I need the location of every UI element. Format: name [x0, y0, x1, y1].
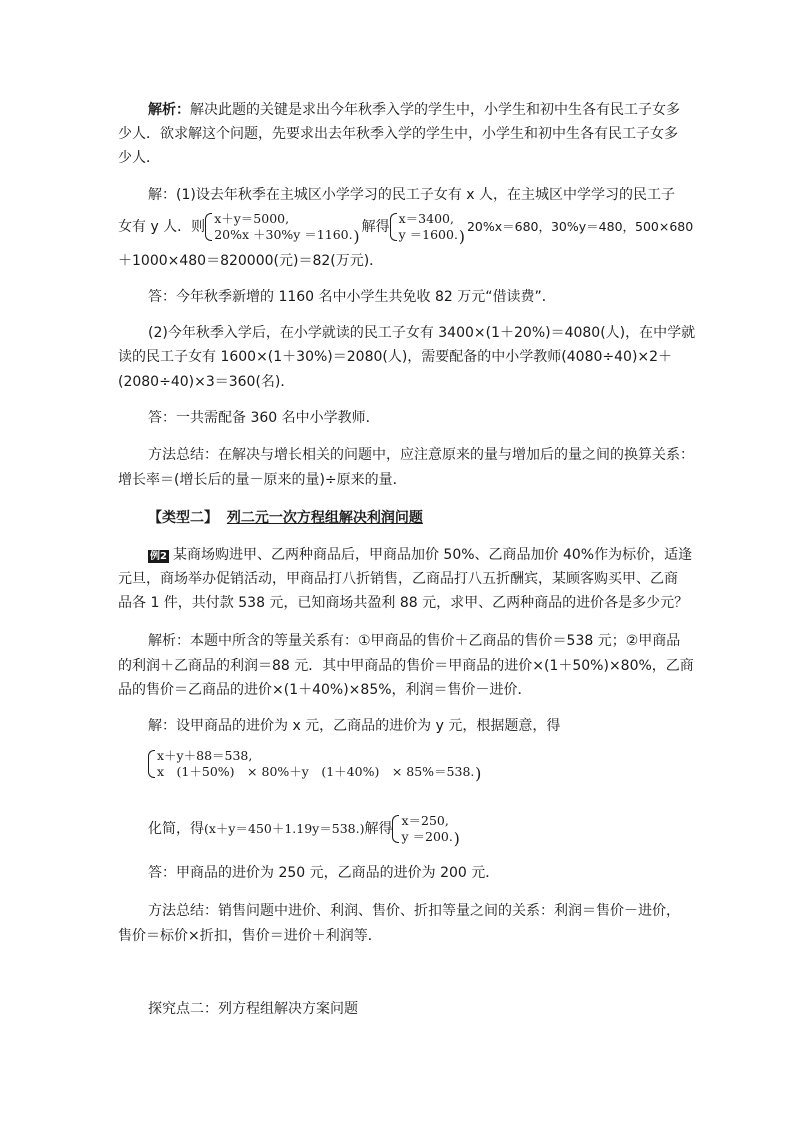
type-2-heading: 【类型二】 列二元一次方程组解决利润问题 [148, 510, 423, 526]
solution-1-line-1: 解：(1)设去年秋季在主城区小学学习的民工子女有 x 人，在主城区中学学习的民工子 [148, 187, 676, 203]
example-2-line-1: 例2 某商场购进甲、乙两种商品后，甲商品加价 50%、乙商品加价 40%作为标价，适逢 [150, 547, 693, 563]
method-summary-1-line-1: 方法总结：在解决与增长相关的问题中，应注意原来的量与增加后的量之间的换算关系： [148, 447, 694, 463]
example-badge: 例2 [150, 551, 167, 562]
answer-1: 答：今年秋季新增的 1160 名中小学生共免收 82 万元“借读费”． [148, 289, 556, 305]
answer-3: 答：甲商品的进价为 250 元，乙商品的进价为 200 元． [148, 865, 500, 881]
simplify-line: 化简，得(x＋y＝450＋1.19y＝538.)解得 x＝250, y ＝200. ) [118, 812, 708, 846]
analysis-1-line-2: 少人．欲求解这个问题，先要求出去年秋季入学的学生中，小学生和初中生各有民工子女多 [118, 126, 678, 142]
method-summary-1-line-2: 增长率＝(增长后的量－原来的量)÷原来的量． [118, 472, 407, 488]
analysis-2-line-1: 解析：本题中所含的等量关系有：①甲商品的售价＋乙商品的售价＝538 元；②甲商品 [148, 633, 681, 649]
solution-2-line-1: 解：设甲商品的进价为 x 元，乙商品的进价为 y 元，根据题意，得 [148, 718, 561, 734]
example-2-line-3: 品各 1 件，共付款 538 元，已知商场共盈利 88 元，求甲、乙两种商品的进价各是多少元？ [118, 595, 689, 611]
equation-system-2: x＋y＋88＝538, x (1＋50%) × 80%＋y (1＋40%) × 85%＝538. ) [118, 748, 708, 780]
example-2-line-2: 元旦，商场举办促销活动，甲商品打八折销售，乙商品打八五折酬宾，某顾客购买甲、乙商 [118, 571, 678, 587]
analysis-2-line-3: 品的售价＝乙商品的进价×(1＋40%)×85%，利润＝售价－进价． [118, 682, 532, 698]
solution-1-line-2: 女有 y 人．则 x＋y＝5000, 20%x ＋30%y ＝1160. ) 解得 x＝3400, y ＝1600. )20%x＝680，30%y＝480，500×680 [118, 210, 678, 244]
analysis-label: 解析： [148, 102, 190, 118]
equation-system-1: x＋y＝5000, 20%x ＋30%y ＝1160. ) [205, 211, 352, 243]
explore-point-2-heading: 探究点二：列方程组解决方案问题 [148, 1001, 358, 1017]
analysis-1-line-1: 解析：解决此题的关键是求出今年秋季入学的学生中，小学生和初中生各有民工子女多 [148, 102, 680, 118]
solution-system-1: x＝3400, y ＝1600. ) [390, 211, 458, 243]
analysis-1-line-3: 少人． [118, 150, 160, 166]
method-summary-2-line-2: 售价＝标价×折扣，售价＝进价＋利润等． [118, 928, 382, 944]
part-2-line-1: (2)今年秋季入学后，在小学就读的民工子女有 3400×(1＋20%)＝4080(人)，在中学就 [148, 325, 696, 341]
answer-2: 答：一共需配备 360 名中小学教师． [148, 410, 380, 426]
part-2-line-3: (2080÷40)×3＝360(名)． [118, 374, 295, 390]
analysis-2-line-2: 的利润＋乙商品的利润＝88 元．其中甲商品的售价＝甲商品的进价×(1＋50%)×80%，乙商 [118, 658, 694, 674]
solution-system-2: x＝250, y ＝200. ) [392, 813, 452, 845]
solution-1-line-3: ＋1000×480＝820000(元)＝82(万元)． [118, 253, 384, 269]
part-2-line-2: 读的民工子女有 1600×(1＋30%)＝2080(人)，需要配备的中小学教师(4080÷40)×2＋ [118, 349, 673, 365]
method-summary-2-line-1: 方法总结：销售问题中进价、利润、售价、折扣等量之间的关系：利润＝售价－进价， [148, 903, 680, 919]
